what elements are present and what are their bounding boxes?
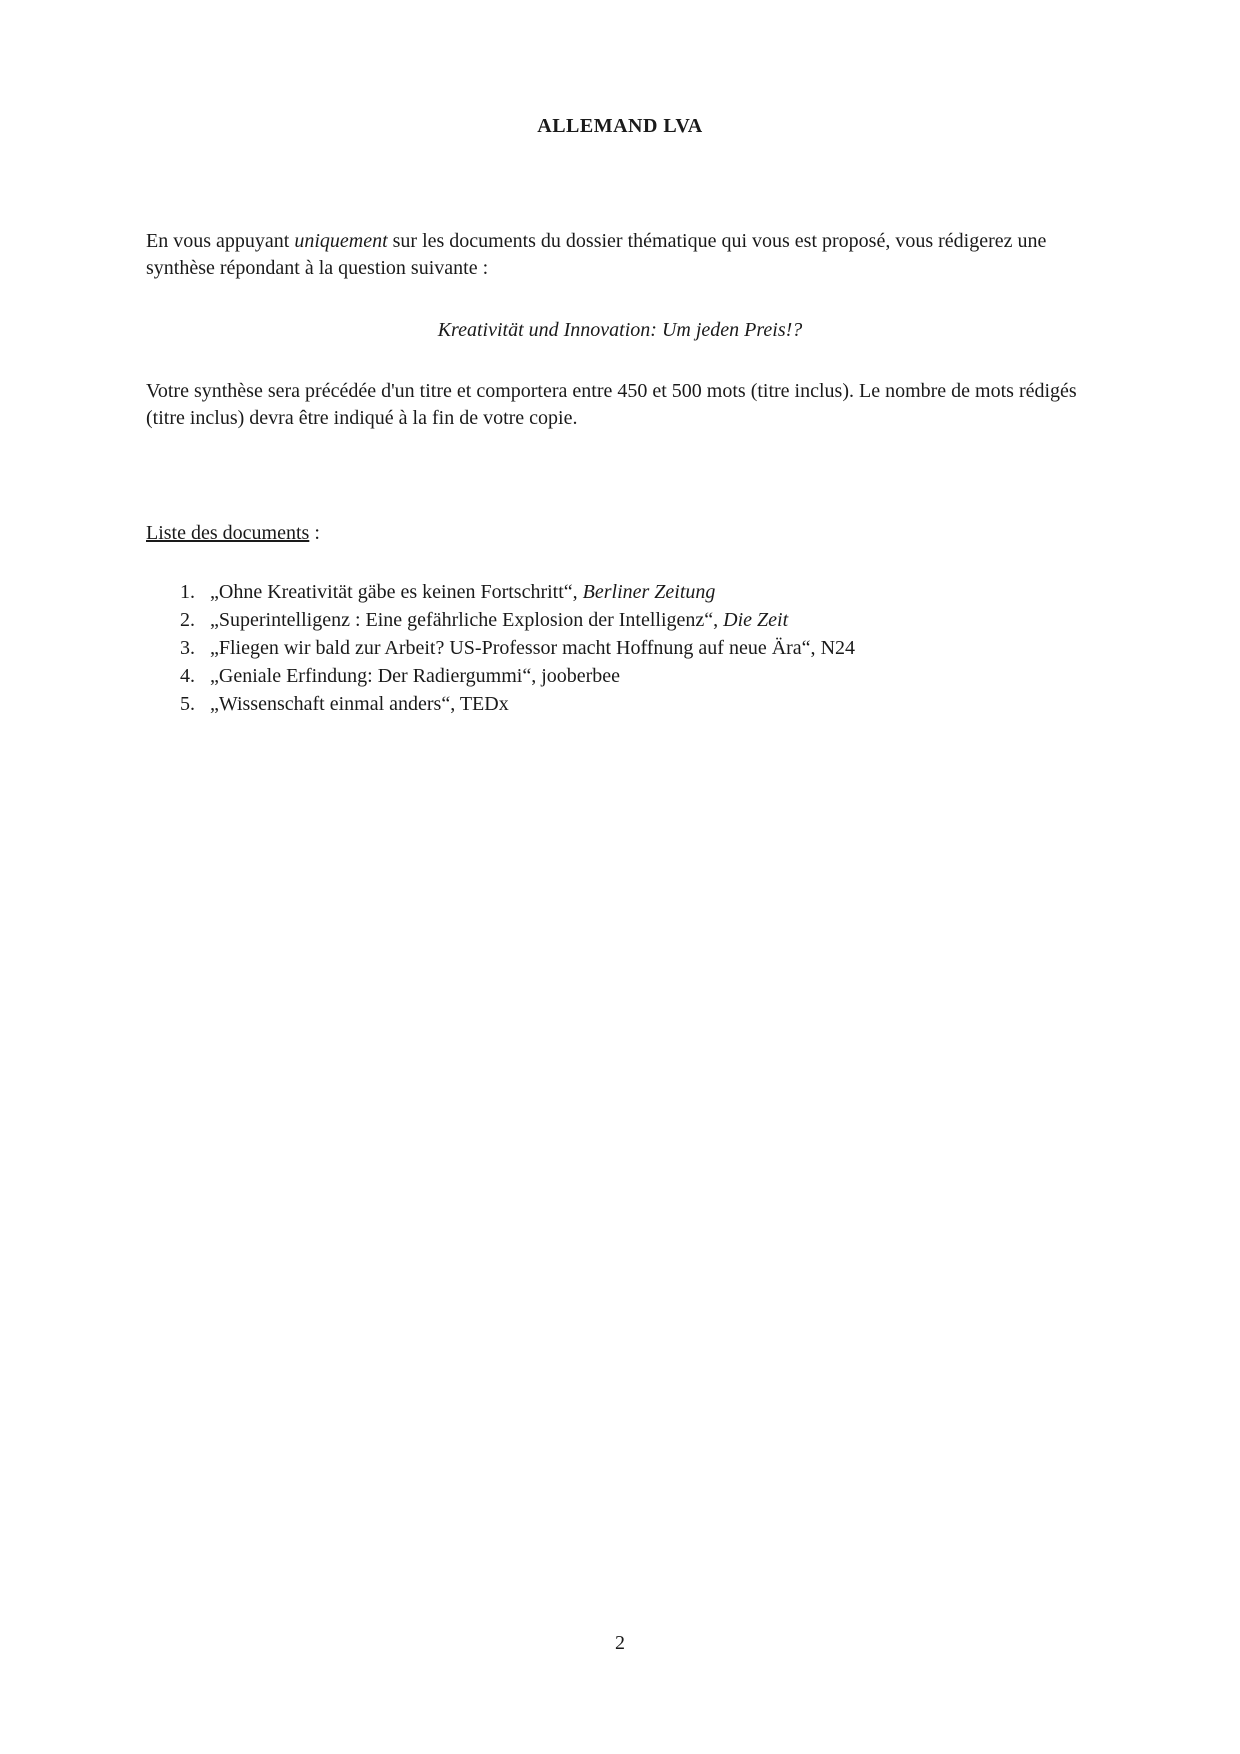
instructions-paragraph	[146, 228, 1096, 282]
list-item-title: „Superintelligenz : Eine gefährliche Explosion der Intelligenz“,	[210, 609, 724, 631]
list-item	[180, 662, 855, 690]
list-item-source: TEDx	[459, 693, 509, 715]
documents-heading-suffix: :	[309, 522, 320, 544]
documents-list-heading	[146, 522, 320, 545]
documents-list	[180, 578, 855, 718]
list-item-source: N24	[820, 637, 856, 659]
list-item	[180, 634, 855, 662]
list-item-number: 3.	[180, 637, 195, 659]
list-item	[180, 690, 855, 718]
list-item-number: 5.	[180, 693, 195, 715]
instructions-emphasis: uniquement	[294, 230, 388, 252]
list-item-number: 1.	[180, 581, 195, 603]
list-item-source: jooberbee	[541, 665, 621, 687]
list-item-title: „Fliegen wir bald zur Arbeit? US-Professor macht Hoffnung auf neue Ära“,	[210, 637, 821, 659]
page-title: ALLEMAND LVA	[537, 115, 703, 137]
instructions-text-start: En vous appuyant	[146, 230, 295, 252]
list-item	[180, 578, 855, 606]
list-item-title: „Geniale Erfindung: Der Radiergummi“,	[210, 665, 542, 687]
list-item-source: Die Zeit	[723, 609, 789, 631]
list-item-number: 4.	[180, 665, 195, 687]
list-item-source: Berliner Zeitung	[582, 581, 716, 603]
list-item-title: „Wissenschaft einmal anders“,	[210, 693, 460, 715]
list-item	[180, 606, 855, 634]
instructions-text-end: sur les documents du dossier thématique qui vous est proposé, vous rédigerez une synthèse répondant à la question suivante :	[146, 230, 1047, 279]
list-item-title: „Ohne Kreativität gäbe es keinen Fortschritt“,	[210, 581, 583, 603]
documents-heading-label: Liste des documents	[146, 522, 310, 544]
synthesis-question: Kreativität und Innovation: Um jeden Preis!?	[437, 319, 803, 341]
page-number: 2	[615, 1632, 625, 1654]
list-item-number: 2.	[180, 609, 195, 631]
format-instructions: Votre synthèse sera précédée d'un titre et comportera entre 450 et 500 mots (titre inclus). Le nombre de mots rédigés (titre inclus) devra être indiqué à la fin de votre copie.	[146, 380, 1077, 429]
